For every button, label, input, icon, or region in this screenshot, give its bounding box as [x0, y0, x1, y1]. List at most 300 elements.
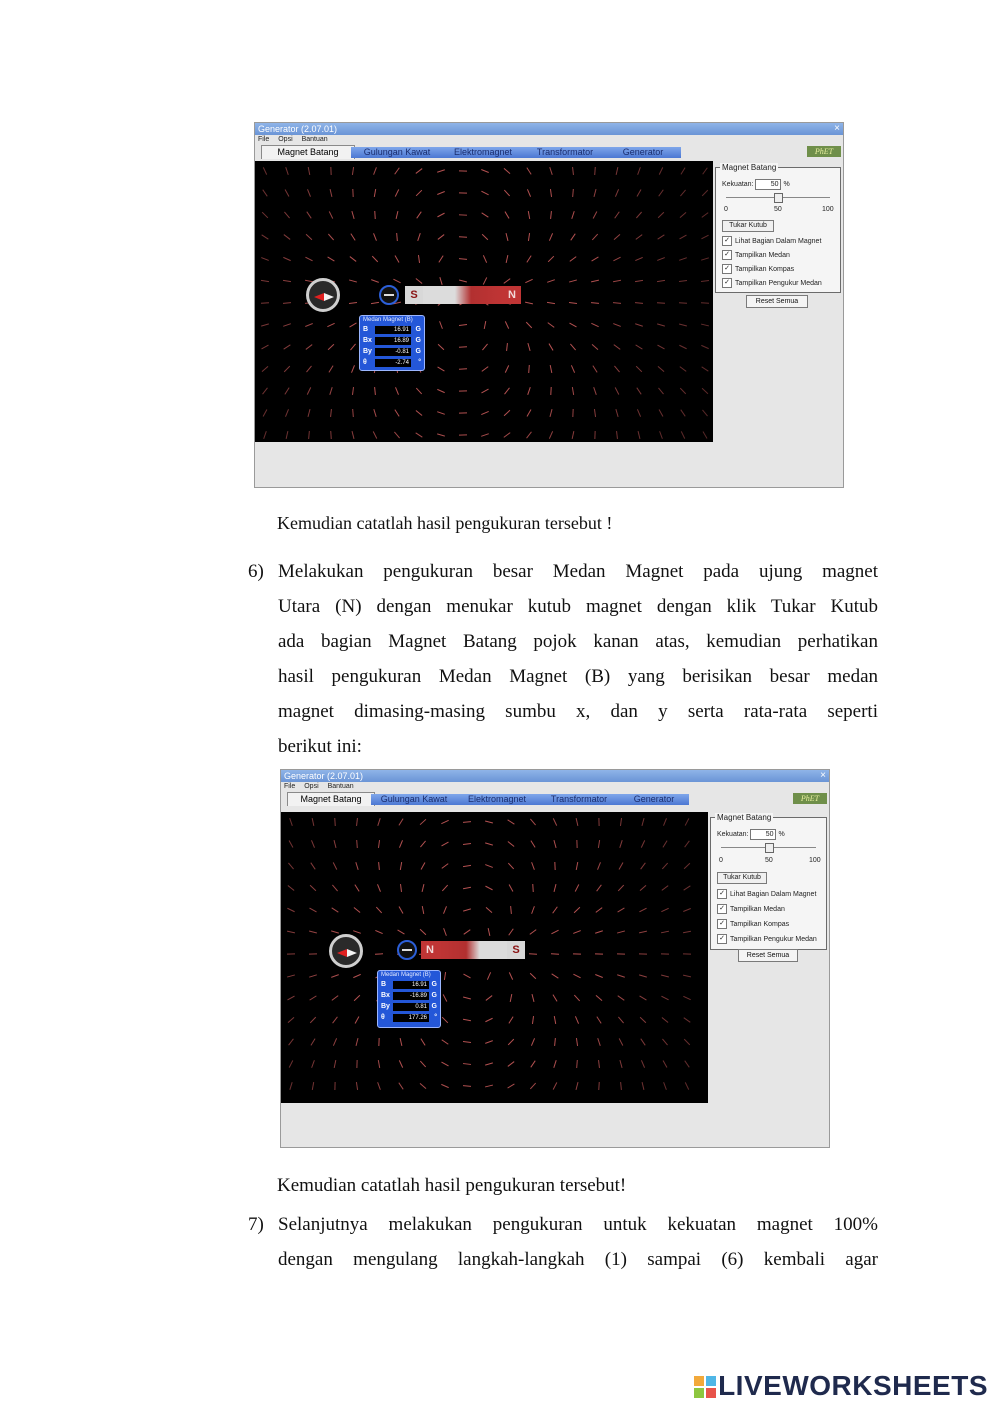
field-arrow [416, 190, 422, 196]
field-arrow [395, 189, 399, 196]
field-arrow [311, 863, 315, 870]
tab-elektromagnet[interactable]: Elektromagnet [455, 794, 539, 805]
field-arrow [663, 1061, 667, 1068]
field-arrow [576, 818, 578, 826]
meter-unit: ° [434, 1014, 437, 1021]
field-arrow [309, 975, 317, 977]
tab-generator[interactable]: Generator [605, 147, 681, 158]
field-arrow [680, 190, 685, 196]
field-arrow [437, 213, 444, 217]
field-arrow [287, 908, 294, 911]
strength-input[interactable]: 50 [750, 829, 776, 840]
checkbox[interactable]: ✓ [722, 264, 732, 274]
field-arrow [485, 1018, 492, 1022]
tab-magnet-batang[interactable]: Magnet Batang [287, 792, 375, 806]
tab-transformator[interactable]: Transformator [523, 147, 607, 158]
field-arrow [681, 410, 686, 417]
scale-min: 0 [724, 206, 728, 213]
strength-input[interactable]: 50 [755, 179, 781, 190]
field-arrow [509, 929, 514, 936]
field-arrow [594, 409, 595, 417]
field-arrow [283, 280, 291, 281]
magnet-right-pole: S [507, 941, 525, 959]
field-arrow [459, 237, 467, 238]
magnet-body [439, 941, 507, 959]
field-arrow [418, 233, 421, 241]
field-arrow [305, 324, 312, 327]
field-arrow [595, 975, 602, 978]
field-arrow [312, 1060, 315, 1068]
field-arrow [638, 431, 640, 439]
field-arrow [530, 973, 536, 979]
field-arrow [527, 256, 531, 263]
logo-tile [706, 1388, 716, 1398]
field-arrow [399, 840, 402, 847]
magnet-left-pole: S [405, 286, 423, 304]
checkbox[interactable]: ✓ [717, 919, 727, 929]
field-arrow [333, 862, 337, 869]
meter-unit: G [415, 337, 421, 344]
check-row[interactable] [717, 889, 816, 899]
field-arrow [598, 862, 601, 869]
field-arrow [599, 1060, 600, 1068]
window-title: Generator (2.07.01) [284, 771, 364, 781]
field-arrow [508, 820, 515, 824]
check-row[interactable] [717, 934, 817, 944]
field-arrow [378, 1060, 379, 1068]
field-arrow [526, 322, 532, 328]
meter-value: -0.81 [375, 348, 411, 356]
field-arrow [550, 365, 552, 373]
field-arrow [572, 387, 573, 395]
field-arrow [394, 432, 399, 438]
magnet-control-panel [715, 163, 841, 293]
field-arrow [681, 168, 685, 175]
field-arrow [576, 862, 578, 870]
field-arrow [509, 1017, 513, 1024]
field-arrow [350, 257, 356, 262]
field-arrow [636, 366, 642, 372]
field-arrow [481, 411, 488, 414]
field-arrow [529, 954, 537, 955]
field-arrow [422, 906, 423, 914]
field-arrow [463, 887, 471, 889]
checkbox[interactable]: ✓ [717, 904, 727, 914]
field-arrow [285, 189, 289, 196]
field-arrow [685, 1082, 688, 1089]
field-arrow [463, 1086, 471, 1087]
field-arrow [422, 884, 424, 892]
tab-magnet-batang[interactable]: Magnet Batang [261, 145, 355, 159]
simulation-field[interactable] [255, 161, 713, 442]
field-arrow [531, 1061, 535, 1068]
tab-bar [255, 145, 843, 159]
field-arrow [617, 931, 625, 933]
field-arrow [333, 1038, 336, 1045]
field-arrow [378, 884, 381, 891]
field-arrow [662, 863, 667, 869]
field-arrow [442, 842, 449, 846]
meter-label: B [363, 326, 369, 333]
tab-gulungan-kawat[interactable]: Gulungan Kawat [371, 794, 457, 805]
field-arrow [506, 233, 508, 241]
meter-title: Medan Magnet (B) [381, 972, 431, 978]
field-arrow [615, 212, 620, 219]
field-arrow [702, 190, 708, 196]
field-arrow [530, 1083, 535, 1089]
field-arrow [504, 279, 510, 284]
field-arrow [530, 930, 536, 935]
field-arrow [261, 258, 268, 261]
field-arrow [354, 995, 360, 1001]
field-arrow [262, 212, 268, 218]
field-arrow [504, 410, 510, 415]
tab-gulungan-kawat[interactable]: Gulungan Kawat [351, 147, 443, 158]
meter-row-theta [360, 358, 424, 367]
field-arrow [374, 409, 376, 417]
field-arrow [641, 1060, 644, 1067]
field-arrow [378, 1082, 381, 1090]
checkbox[interactable]: ✓ [722, 250, 732, 260]
field-arrow [570, 257, 576, 262]
field-arrow [613, 280, 621, 282]
field-arrow [505, 365, 508, 372]
field-arrow [614, 234, 620, 239]
meter-value: 0.81 [393, 1003, 429, 1011]
simulation-screenshot-1 [254, 122, 844, 488]
field-arrow [618, 885, 623, 891]
tab-generator[interactable]: Generator [619, 794, 689, 805]
field-arrow [657, 280, 665, 281]
field-arrow [310, 885, 316, 890]
field-arrow [684, 1018, 691, 1023]
field-arrow [288, 886, 294, 891]
reset-all-button[interactable]: Reset Semua [738, 949, 798, 962]
field-arrow [685, 818, 689, 825]
percent-sign: % [783, 181, 790, 188]
field-arrow [659, 410, 663, 417]
step-6-line: hasil pengukuran Medan Magnet (B) yang berisikan besar medan [278, 666, 878, 687]
field-arrow [438, 235, 444, 240]
field-arrow [463, 822, 471, 823]
strength-slider-thumb[interactable] [765, 843, 774, 853]
logo-tile [694, 1388, 704, 1398]
step-6-line: Utara (N) dengan menukar kutub magnet dengan klik Tukar Kutub [278, 596, 878, 617]
field-arrow [351, 234, 355, 241]
menu-options[interactable]: Opsi [304, 783, 319, 790]
field-arrow [357, 818, 358, 826]
field-arrow [289, 840, 293, 847]
field-arrow [350, 344, 355, 350]
compass-needle-red [337, 949, 347, 957]
field-arrow [552, 974, 559, 978]
field-arrow [262, 345, 269, 349]
field-arrow [527, 432, 532, 438]
field-arrow [442, 1040, 449, 1045]
field-arrow [375, 387, 376, 395]
field-arrow [661, 931, 669, 933]
field-arrow [332, 885, 337, 891]
magnet-body [423, 286, 503, 304]
field-arrow [283, 303, 291, 304]
simulation-field[interactable] [281, 812, 708, 1103]
field-arrow [663, 841, 667, 848]
field-arrow [459, 324, 467, 325]
field-arrow [290, 1082, 292, 1090]
field-arrow [504, 433, 510, 438]
bar-magnet[interactable] [421, 941, 525, 959]
meter-unit: G [415, 348, 421, 355]
caption-2: Kemudian catatlah hasil pengukuran tersebut! [277, 1175, 627, 1196]
field-arrow [570, 323, 577, 327]
field-arrow [528, 343, 530, 351]
field-arrow [378, 840, 379, 848]
field-arrow [639, 975, 647, 977]
field-arrow [288, 1017, 294, 1022]
menu-file[interactable]: File [284, 783, 296, 790]
window-titlebar [281, 770, 829, 782]
field-arrow [440, 277, 442, 285]
field-arrow [598, 840, 599, 848]
field-arrow [548, 256, 554, 262]
field-arrow [657, 258, 664, 261]
field-arrow [353, 409, 354, 417]
field-arrow [703, 168, 708, 174]
field-arrow [571, 365, 574, 372]
checkbox[interactable]: ✓ [717, 934, 727, 944]
field-arrow [661, 908, 668, 911]
field-arrow [328, 234, 333, 240]
field-arrow [636, 345, 643, 349]
liveworksheets-brand [694, 1370, 988, 1402]
field-arrow [662, 1039, 667, 1045]
field-arrow [640, 885, 646, 890]
close-icon[interactable]: × [834, 123, 840, 134]
field-arrow [662, 886, 668, 891]
field-arrow [328, 257, 335, 261]
field-meter-panel[interactable] [359, 315, 425, 371]
field-arrow [352, 431, 354, 439]
field-arrow [679, 345, 686, 349]
field-arrow [683, 975, 691, 977]
field-arrow [443, 994, 447, 1001]
step-7-line: dengan mengulang langkah-langkah (1) sampai (6) kembali agar [278, 1249, 878, 1270]
field-arrow [395, 256, 399, 263]
field-arrow [683, 908, 690, 911]
field-arrow [596, 995, 602, 1000]
strength-slider-thumb[interactable] [774, 193, 783, 203]
field-arrow [664, 818, 667, 825]
field-arrow [485, 1063, 493, 1065]
field-arrow [553, 818, 556, 825]
field-arrow [395, 410, 399, 417]
tab-transformator[interactable]: Transformator [537, 794, 621, 805]
field-arrow [312, 1082, 313, 1090]
compass[interactable] [329, 934, 363, 968]
field-arrow [532, 994, 534, 1002]
scale-mid: 50 [765, 857, 773, 864]
field-arrow [418, 255, 419, 263]
menu-help[interactable]: Bantuan [301, 136, 328, 143]
field-arrow [481, 434, 489, 437]
field-arrow [658, 388, 663, 394]
check-row[interactable] [717, 904, 785, 914]
field-arrow [570, 344, 575, 350]
field-arrow [485, 865, 492, 868]
field-arrow [614, 345, 620, 350]
scale-min: 0 [719, 857, 723, 864]
field-arrow [549, 233, 552, 240]
meter-unit: G [431, 1003, 437, 1010]
field-arrow [437, 389, 444, 392]
check-row[interactable] [722, 250, 790, 260]
field-arrow [376, 907, 381, 913]
field-arrow [331, 409, 332, 417]
field-arrow [330, 189, 332, 197]
field-arrow [464, 930, 471, 935]
field-meter-panel[interactable] [377, 970, 441, 1028]
checkbox[interactable]: ✓ [722, 278, 732, 288]
field-arrow [487, 972, 490, 979]
field-arrow [679, 258, 687, 261]
field-arrow [261, 303, 269, 304]
field-arrow [504, 190, 509, 196]
field-meter-probe[interactable] [397, 940, 417, 960]
field-arrow [620, 840, 622, 848]
field-arrow [505, 212, 509, 219]
swap-poles-button[interactable]: Tukar Kutub [717, 872, 767, 884]
scale-max: 100 [822, 206, 834, 213]
field-arrow [617, 975, 625, 978]
checkbox[interactable]: ✓ [717, 889, 727, 899]
field-arrow [658, 235, 665, 239]
field-arrow [379, 862, 380, 870]
field-arrow [289, 1039, 294, 1045]
field-arrow [439, 256, 443, 263]
field-arrow [702, 388, 708, 393]
field-arrow [573, 974, 580, 978]
field-arrow [576, 1038, 577, 1046]
field-arrow [508, 1039, 514, 1045]
field-arrow [356, 1082, 357, 1090]
field-arrow [399, 1083, 403, 1090]
check-row[interactable] [717, 919, 789, 929]
field-arrow [613, 257, 620, 261]
field-arrow [528, 211, 529, 219]
check-row[interactable] [722, 264, 794, 274]
field-arrow [481, 170, 488, 173]
check-row[interactable] [722, 236, 821, 246]
field-arrow [416, 169, 422, 174]
field-arrow [679, 280, 687, 281]
field-arrow [529, 365, 530, 373]
check-label: Tampilkan Pengukur Medan [730, 935, 817, 943]
field-arrow [702, 410, 707, 416]
reset-all-button[interactable]: Reset Semua [746, 295, 808, 308]
caption-1: Kemudian catatlah hasil pengukuran tersebut ! [277, 513, 613, 533]
field-arrow [635, 257, 642, 260]
field-arrow [463, 909, 471, 911]
menu-options[interactable]: Opsi [278, 136, 293, 143]
field-arrow [684, 886, 691, 890]
field-arrow [504, 168, 510, 173]
field-arrow [331, 431, 332, 439]
field-arrow [508, 1084, 515, 1088]
field-arrow [459, 280, 467, 282]
compass-needle-white [324, 293, 334, 301]
window-title: Generator (2.07.01) [258, 124, 338, 134]
field-arrow [311, 840, 314, 847]
field-arrow [484, 321, 486, 329]
field-arrow [437, 412, 445, 415]
close-icon[interactable]: × [820, 770, 826, 781]
field-arrow [437, 170, 445, 173]
field-arrow [307, 212, 311, 219]
check-row[interactable] [722, 278, 822, 288]
field-arrow [636, 235, 642, 240]
field-arrow [283, 324, 291, 327]
field-arrow [553, 1082, 557, 1089]
step-6-line: ada bagian Magnet Batang pojok kanan atas, kemudian perhatikan [278, 631, 878, 652]
swap-poles-button[interactable]: Tukar Kutub [722, 220, 774, 232]
compass[interactable] [306, 278, 340, 312]
field-arrow [619, 1038, 623, 1045]
meter-value: 16.91 [393, 981, 429, 989]
field-arrow [437, 434, 445, 436]
field-arrow [393, 279, 400, 283]
checkbox[interactable]: ✓ [722, 236, 732, 246]
meter-label: Bx [363, 337, 372, 344]
field-arrow [638, 167, 641, 175]
meter-label: θ [363, 359, 367, 366]
field-arrow [659, 190, 664, 197]
field-arrow [308, 167, 310, 175]
field-arrow [485, 821, 493, 823]
bar-magnet[interactable] [405, 286, 521, 304]
field-arrow [420, 1061, 425, 1067]
field-arrow [485, 843, 493, 845]
field-meter-probe[interactable] [379, 285, 399, 305]
magnet-control-panel [710, 813, 827, 950]
field-arrow [261, 280, 269, 281]
field-arrow [549, 344, 553, 351]
field-arrow [532, 1016, 533, 1024]
field-arrow [637, 388, 641, 395]
tab-elektromagnet[interactable]: Elektromagnet [441, 147, 525, 158]
field-arrow [395, 168, 400, 175]
field-arrow [642, 818, 644, 826]
field-arrow [592, 257, 599, 261]
field-arrow [511, 906, 512, 914]
field-arrow [263, 167, 266, 174]
step-6-line: magnet dimasing-masing sumbu x, dan y serta rata-rata seperti [278, 701, 878, 722]
menu-file[interactable]: File [258, 136, 270, 143]
field-arrow [525, 279, 532, 282]
meter-label: By [363, 348, 372, 355]
field-arrow [331, 931, 339, 933]
field-arrow [527, 410, 531, 417]
field-arrow [532, 862, 535, 870]
field-arrow [509, 972, 512, 979]
field-arrow [444, 928, 447, 936]
menu-help[interactable]: Bantuan [327, 783, 354, 790]
field-arrow [680, 212, 686, 217]
field-arrow [550, 409, 552, 417]
field-arrow [569, 280, 577, 282]
field-arrow [507, 343, 508, 351]
field-arrow [287, 975, 295, 977]
field-arrow [482, 367, 488, 372]
